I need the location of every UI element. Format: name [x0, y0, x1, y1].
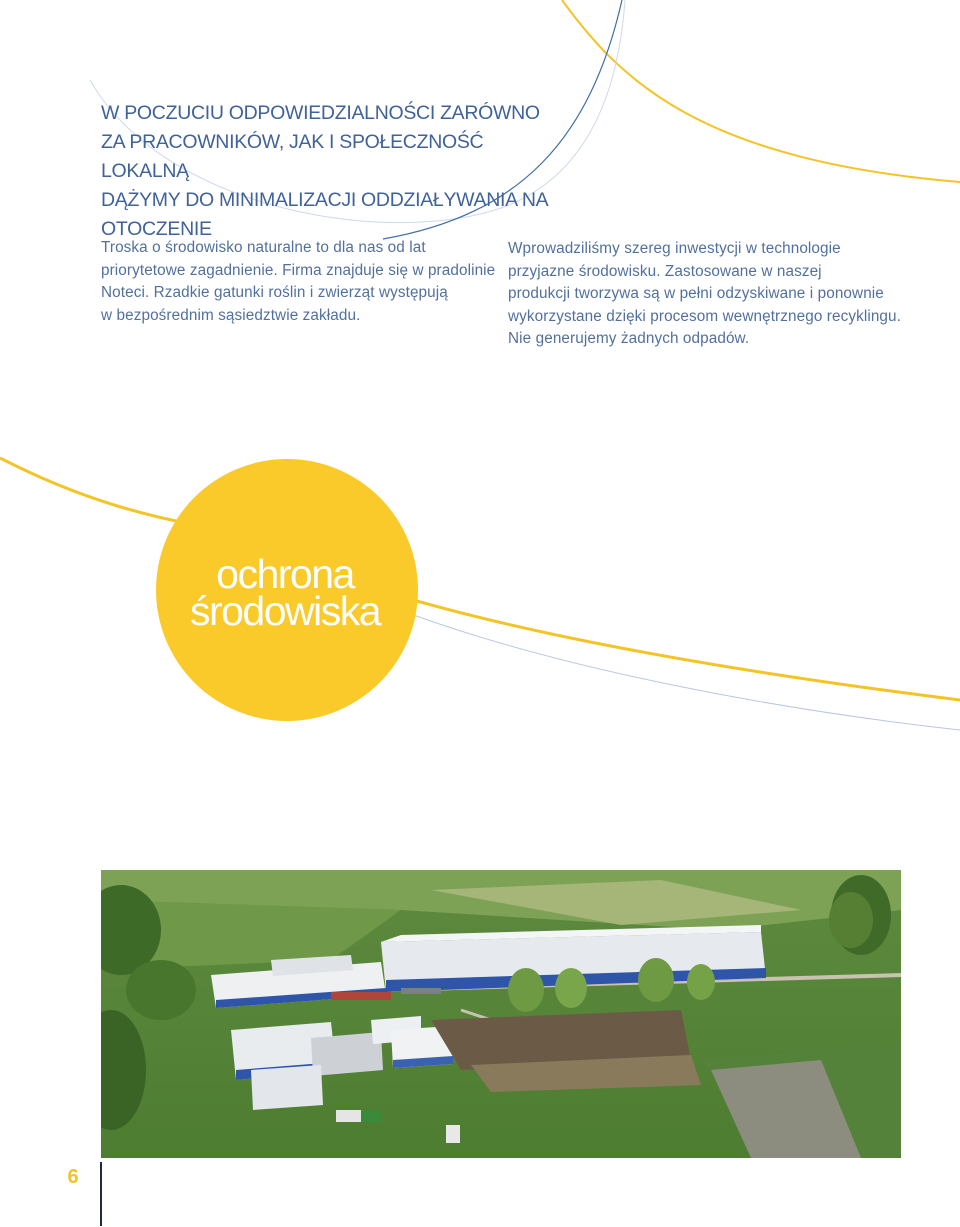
yellow-arc-right — [380, 590, 960, 700]
paragraph-line: przyjazne środowisku. Zastosowane w naszej — [508, 262, 822, 280]
paragraph-line: produkcji tworzywa są w pełni odzyskiwane i ponownie — [508, 285, 884, 302]
heading-line: ZA PRACOWNIKÓW, JAK I SPOŁECZNOŚĆ LOKALNĄ — [101, 131, 484, 182]
paragraph-line: Troska o środowisko naturalne to dla nas od lat — [101, 239, 426, 256]
heading-line: DĄŻYMY DO MINIMALIZACJI ODDZIAŁYWANIA NA — [101, 189, 549, 211]
badge-line-2: środowiska — [189, 588, 381, 634]
paragraph-line: wykorzystane dzięki procesom wewnętrznego recyklingu. — [508, 307, 901, 325]
paragraph-line: Nie generujemy żadnych odpadów. — [508, 330, 750, 347]
heading-line: OTOCZENIE — [101, 218, 212, 240]
paragraph-line: priorytetowe zagadnienie. Firma znajduje się w pradolinie — [101, 261, 496, 279]
paragraph-line: w bezpośrednim sąsiedztwie zakładu. — [101, 306, 361, 324]
badge-line-1: ochrona — [216, 551, 354, 597]
paragraph-line: Noteci. Rzadkie gatunki roślin i zwierząt występują — [101, 284, 448, 301]
section-badge-title — [160, 551, 410, 634]
page-divider — [100, 1162, 102, 1226]
left-paragraph — [101, 237, 495, 327]
yellow-arc-top-right — [562, 0, 960, 182]
right-paragraph — [508, 238, 901, 351]
paragraph-line: Wprowadziliśmy szereg inwestycji w technologie — [508, 240, 841, 257]
heading-line: W POCZUCIU ODPOWIEDZIALNOŚCI ZARÓWNO — [101, 102, 540, 124]
aerial-factory-photo — [101, 870, 901, 1158]
section-heading — [101, 99, 561, 244]
page-number: 6 — [67, 1166, 79, 1188]
blue-arc-right — [400, 610, 960, 730]
